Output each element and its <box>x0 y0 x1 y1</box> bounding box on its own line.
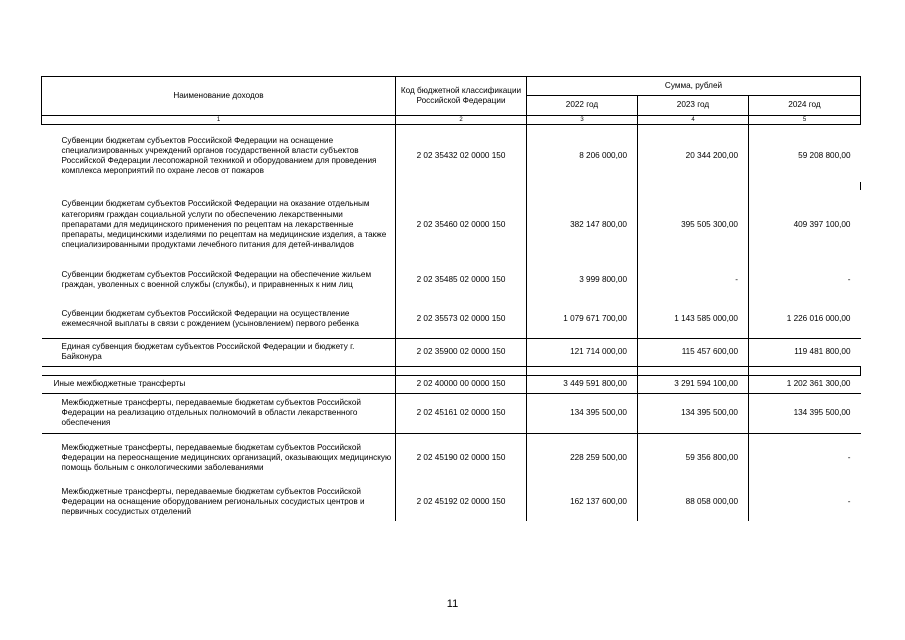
col-number-3: 3 <box>527 116 638 125</box>
header-year-2022: 2022 год <box>527 96 638 116</box>
row-amount-2024: 119 481 800,00 <box>749 338 861 366</box>
row-amount-2022: 1 079 671 700,00 <box>527 300 638 338</box>
row-amount-2023: 20 344 200,00 <box>638 130 749 182</box>
row-name: Субвенции бюджетам субъектов Российской Федерации на оказание отдельным категориям граждан социальной услуги по обеспечению лекарственными препаратами для медицинского применения по рецептам на лекарственные препараты, медицинскими изделиями по рецептам на медицинские изделия, а также специализированными продуктами лечебного питания для детей-инвалидов <box>42 190 396 260</box>
row-amount-2022: 162 137 600,00 <box>527 483 638 521</box>
row-code: 2 02 40000 00 0000 150 <box>396 375 527 393</box>
table-row <box>42 483 861 521</box>
header-sum-column: Сумма, рублей <box>527 77 861 96</box>
row-amount-2022: 3 999 800,00 <box>527 260 638 300</box>
page-number: 11 <box>446 598 459 610</box>
row-name: Субвенции бюджетам субъектов Российской Федерации на оснащение специализированных учреждений органов государственной власти субъектов Российской Федерации лесопожарной техникой и оборудованием для проведения комплекса мероприятий по охране лесов от пожаров <box>42 130 396 182</box>
row-amount-2022: 134 395 500,00 <box>527 393 638 433</box>
table-row <box>42 433 861 483</box>
col-number-5: 5 <box>749 116 861 125</box>
row-amount-2024: - <box>749 433 861 483</box>
table-row <box>42 260 861 300</box>
row-name: Межбюджетные трансферты, передаваемые бюджетам субъектов Российской Федерации на переоснащение медицинских организаций, оказывающих медицинскую помощь больным с онкологическими заболеваниями <box>42 433 396 483</box>
table-row <box>42 375 861 393</box>
row-amount-2023: 88 058 000,00 <box>638 483 749 521</box>
row-code: 2 02 45190 02 0000 150 <box>396 433 527 483</box>
row-amount-2023: 59 356 800,00 <box>638 433 749 483</box>
row-code: 2 02 45161 02 0000 150 <box>396 393 527 433</box>
row-amount-2024: 1 226 016 000,00 <box>786 313 851 323</box>
col-number-2: 2 <box>396 116 527 125</box>
row-code: 2 02 35485 02 0000 150 <box>396 260 527 300</box>
table-row <box>42 393 861 433</box>
row-amount-2024: 134 395 500,00 <box>749 393 861 433</box>
col-number-4: 4 <box>638 116 749 125</box>
row-code: 2 02 35900 02 0000 150 <box>396 338 527 366</box>
table-row <box>42 130 861 182</box>
table-row <box>42 338 861 366</box>
header-year-2023: 2023 год <box>638 96 749 116</box>
row-code: 2 02 35460 02 0000 150 <box>396 190 527 260</box>
column-number-row <box>42 116 861 125</box>
table-row <box>42 190 861 260</box>
row-name: Субвенции бюджетам субъектов Российской Федерации на обеспечение жильем граждан, уволенных с военной службы (службы), и приравненных к ним лиц <box>42 260 396 300</box>
row-amount-2023: 3 291 594 100,00 <box>638 375 749 393</box>
row-amount-2022: 3 449 591 800,00 <box>527 375 638 393</box>
col-number-1: 1 <box>42 116 396 125</box>
row-amount-2023: 1 143 585 000,00 <box>638 300 749 338</box>
row-name: Иные межбюджетные трансферты <box>42 375 396 393</box>
row-amount-2024: 59 208 800,00 <box>798 150 851 160</box>
row-amount-2022: 228 259 500,00 <box>527 433 638 483</box>
header-code-column: Код бюджетной классификации Российской Федерации <box>396 77 527 116</box>
row-code: 2 02 35432 02 0000 150 <box>396 130 527 182</box>
header-year-2024: 2024 год <box>749 96 861 116</box>
row-amount-2024: - <box>847 496 851 506</box>
row-amount-2024: 1 202 361 300,00 <box>749 375 861 393</box>
row-name: Межбюджетные трансферты, передаваемые бюджетам субъектов Российской Федерации на реализацию отдельных полномочий в области лекарственного обеспечения <box>42 393 396 433</box>
table-row <box>42 300 861 338</box>
row-amount-2024: - <box>847 274 851 284</box>
row-code: 2 02 35573 02 0000 150 <box>396 300 527 338</box>
row-amount-2022: 382 147 800,00 <box>527 190 638 260</box>
row-amount-2023: - <box>638 260 749 300</box>
row-amount-2023: 115 457 600,00 <box>638 338 749 366</box>
row-amount-2024: 409 397 100,00 <box>793 219 851 229</box>
row-name: Единая субвенция бюджетам субъектов Российской Федерации и бюджету г. Байконура <box>42 338 396 366</box>
row-name: Межбюджетные трансферты, передаваемые бюджетам субъектов Российской Федерации на оснащение оборудованием региональных сосудистых центров и первичных сосудистых отделений <box>42 483 396 521</box>
revenue-table <box>41 76 861 521</box>
row-name: Субвенции бюджетам субъектов Российской Федерации на осуществление ежемесячной выплаты в связи с рождением (усыновлением) первого ребенка <box>42 300 396 338</box>
row-amount-2023: 134 395 500,00 <box>638 393 749 433</box>
row-code: 2 02 45192 02 0000 150 <box>396 483 527 521</box>
row-amount-2022: 121 714 000,00 <box>527 338 638 366</box>
header-name-column: Наименование доходов <box>42 77 396 116</box>
row-amount-2023: 395 505 300,00 <box>638 190 749 260</box>
row-amount-2022: 8 206 000,00 <box>527 130 638 182</box>
